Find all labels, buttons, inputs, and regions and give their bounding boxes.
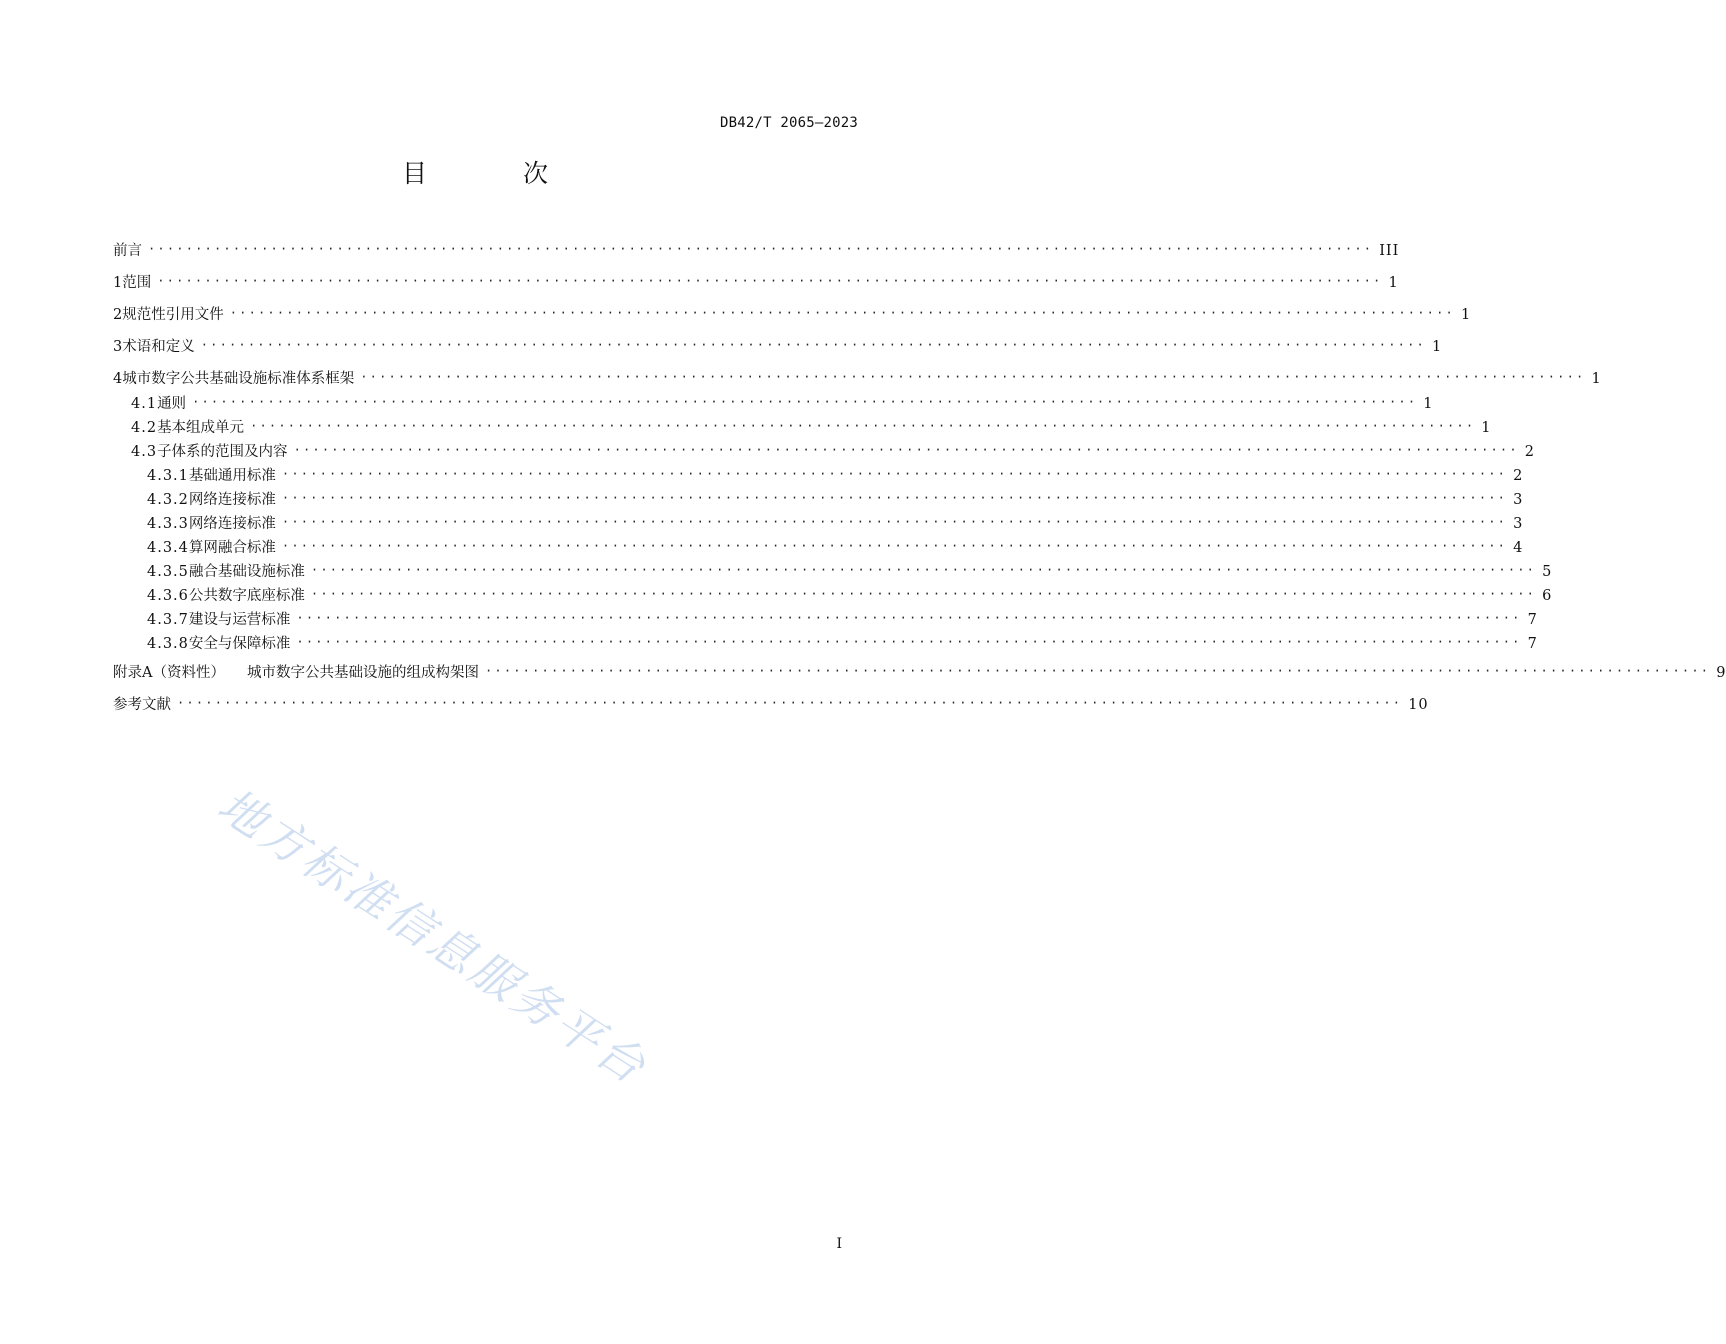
toc-entry-page: 1 (1481, 420, 1492, 436)
toc-entry-page: 1 (1431, 339, 1443, 355)
toc-entry-page: 1 (1423, 396, 1434, 412)
dot-leader: ·································································································································· (148, 242, 1374, 256)
toc-entry-label: 安全与保障标准 (188, 636, 291, 652)
toc-entry-4-3-6[interactable] (113, 585, 1553, 607)
dot-leader: ·································································································································· (360, 370, 1586, 384)
toc-entry-label: 融合基础设施标准 (188, 564, 305, 580)
toc-entry-4-3-3[interactable] (113, 513, 1524, 535)
toc-entry-label: 参考文献 (113, 697, 171, 713)
dot-leader: ·································································································································· (281, 467, 1508, 481)
dot-leader: ·································································································································· (293, 443, 1519, 457)
toc-entry-number: 4.3.6 (147, 588, 189, 604)
toc-entry-label: 基础通用标准 (188, 468, 276, 484)
dot-leader: ·································································································································· (296, 611, 1522, 625)
dot-leader: ·································································································································· (281, 515, 1508, 529)
toc-entry-page: 7 (1527, 612, 1538, 628)
toc-entry-label: 前言 (113, 243, 142, 259)
toc-entry-number: 4.3.7 (147, 612, 189, 628)
toc-entry-number: 4.3 (131, 444, 158, 460)
toc-entry-framework[interactable] (113, 368, 1602, 390)
toc-entry-4-3-5[interactable] (113, 561, 1553, 583)
toc-entry-label: 基本组成单元 (157, 420, 245, 436)
toc-entry-page: 5 (1542, 564, 1553, 580)
toc-entry-4-3-4[interactable] (113, 537, 1524, 559)
toc-entry-preface[interactable] (113, 240, 1400, 262)
toc-entry-number: 3 (113, 339, 123, 355)
toc-entry-number: 4.3.3 (147, 516, 189, 532)
toc-entry-scope[interactable] (113, 272, 1399, 294)
toc-entry-4-3-7[interactable] (113, 609, 1538, 631)
toc-entry-page: 4 (1513, 540, 1524, 556)
toc-entry-page: 3 (1513, 516, 1524, 532)
toc-entry-label: 通则 (157, 396, 187, 412)
toc-entry-normative-references[interactable] (113, 304, 1472, 326)
toc-entry-number: 4.3.8 (147, 636, 189, 652)
toc-entry-page: 1 (1591, 371, 1602, 387)
toc-entry-4-3[interactable] (113, 441, 1535, 463)
toc-entry-label: 规范性引用文件 (122, 307, 224, 323)
toc-entry-page: 10 (1408, 697, 1429, 713)
toc-entry-page: III (1379, 243, 1400, 259)
toc-entry-number: 4.3.2 (147, 492, 189, 508)
dot-leader: ·································································································································· (229, 306, 1455, 320)
page-number: I (836, 1236, 842, 1252)
toc-entry-page: 2 (1513, 468, 1524, 484)
dot-leader: ·································································································································· (157, 274, 1383, 288)
toc-entry-4-1[interactable] (113, 393, 1434, 415)
toc-entry-page: 1 (1388, 275, 1399, 291)
toc-title: 目 次 (402, 159, 592, 188)
toc-entry-label: 网络连接标准 (188, 516, 276, 532)
toc-entry-label: 子体系的范围及内容 (157, 444, 288, 460)
dot-leader: ·································································································································· (192, 395, 1418, 409)
toc-entry-terms[interactable] (113, 336, 1443, 358)
toc-entry-label: 术语和定义 (122, 339, 195, 355)
dot-leader: ·································································································································· (250, 419, 1476, 433)
dot-leader: ·································································································································· (484, 664, 1711, 678)
toc-entry-bibliography[interactable] (113, 694, 1429, 716)
toc-entry-4-3-1[interactable] (113, 465, 1524, 487)
dot-leader: ·································································································································· (296, 635, 1522, 649)
toc-entry-number: 4.3.1 (147, 468, 189, 484)
toc-entry-page: 3 (1513, 492, 1524, 508)
dot-leader: ·································································································································· (200, 338, 1426, 352)
dot-leader: ·································································································································· (310, 587, 1537, 601)
dot-leader: ·································································································································· (177, 696, 1403, 710)
dot-leader: ·································································································································· (281, 539, 1508, 553)
toc-entry-page: 6 (1542, 588, 1553, 604)
toc-entry-number: 1 (113, 275, 123, 291)
toc-entry-number: 4 (113, 371, 123, 387)
dot-leader: ·································································································································· (281, 491, 1508, 505)
toc-entry-label: 网络连接标准 (188, 492, 276, 508)
toc-entry-page: 1 (1460, 307, 1472, 323)
dot-leader: ·································································································································· (310, 563, 1537, 577)
toc-entry-label: 范围 (122, 275, 152, 291)
toc-entry-appendix-a[interactable] (113, 662, 1726, 684)
toc-entry-number: 4.2 (131, 420, 158, 436)
toc-entry-4-3-8[interactable] (113, 633, 1538, 655)
toc-entry-number: 4.1 (131, 396, 158, 412)
toc-entry-label: 城市数字公共基础设施标准体系框架 (122, 371, 355, 387)
toc-entry-page: 7 (1527, 636, 1538, 652)
document-code: DB42/T 2065—2023 (719, 115, 858, 131)
toc-entry-number: 4.3.5 (147, 564, 189, 580)
toc-entry-4-3-2[interactable] (113, 489, 1524, 511)
toc-entry-number: 4.3.4 (147, 540, 189, 556)
toc-entry-number: 附录A（资料性） (113, 665, 225, 681)
watermark-text: 地方标准信息服务平台 (208, 777, 658, 1096)
toc-entry-page: 9 (1716, 665, 1726, 681)
toc-entry-label: 建设与运营标准 (188, 612, 291, 628)
toc-entry-label: 城市数字公共基础设施的组成构架图 (246, 665, 479, 681)
toc-entry-label: 算网融合标准 (188, 540, 276, 556)
toc-entry-page: 2 (1524, 444, 1535, 460)
toc-entry-4-2[interactable] (113, 417, 1492, 439)
toc-entry-number: 2 (113, 307, 123, 323)
toc-entry-label: 公共数字底座标准 (188, 588, 305, 604)
